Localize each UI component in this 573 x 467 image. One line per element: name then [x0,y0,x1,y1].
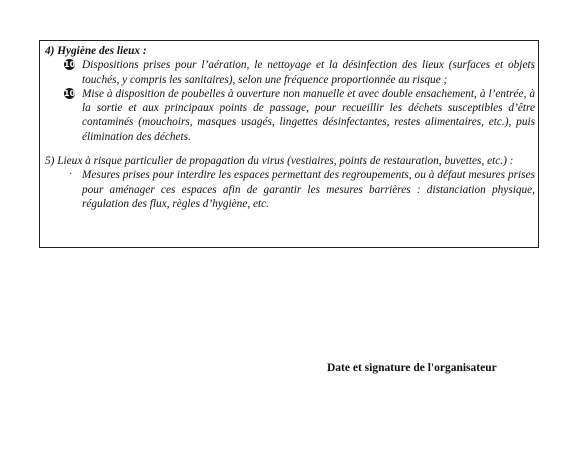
list-item-text: Mesures prises pour interdire les espaces permettant des regroupements, ou à défaut mesures prises pour aménager ces espaces afin de garantir les mesures barrières : distanciation physique, régulation des flux, règles d’hygiène, etc. [82,169,535,210]
list-item [45,87,535,144]
section-5-title [45,154,535,168]
section-4-title-text: 4) Hygiène des lieux : [45,45,147,57]
numbered-bullet-icon: 10 [64,88,76,98]
list-item-text: Mise à disposition de poubelles à ouverture non manuelle et avec double ensachement, à l’entrée, à la sortie et aux principaux points de passage, pour recueillir les déchets susceptibles d’être contaminés (mouchoirs, masques usagés, lingettes désinfectantes, restes alimentaires, etc.), puis élimination des déchets. [82,87,535,143]
hygiene-measures-box [39,40,539,248]
signature-label: Date et signature de l'organisateur [327,362,497,374]
dot-bullet-icon: · [69,169,73,181]
section-4-title [45,44,535,58]
list-item [45,168,535,211]
list-item [45,58,535,87]
section-5-title-text: 5) Lieux à risque particulier de propagation du virus (vestiaires, points de restauration, buvettes, etc.) : [45,155,514,168]
list-item-text: Dispositions prises pour l’aération, le nettoyage et la désinfection des lieux (surfaces et objets touchés, y compris les sanitaires), selon une fréquence proportionnée au risque ; [82,59,535,86]
numbered-bullet-icon: 10 [64,60,76,70]
